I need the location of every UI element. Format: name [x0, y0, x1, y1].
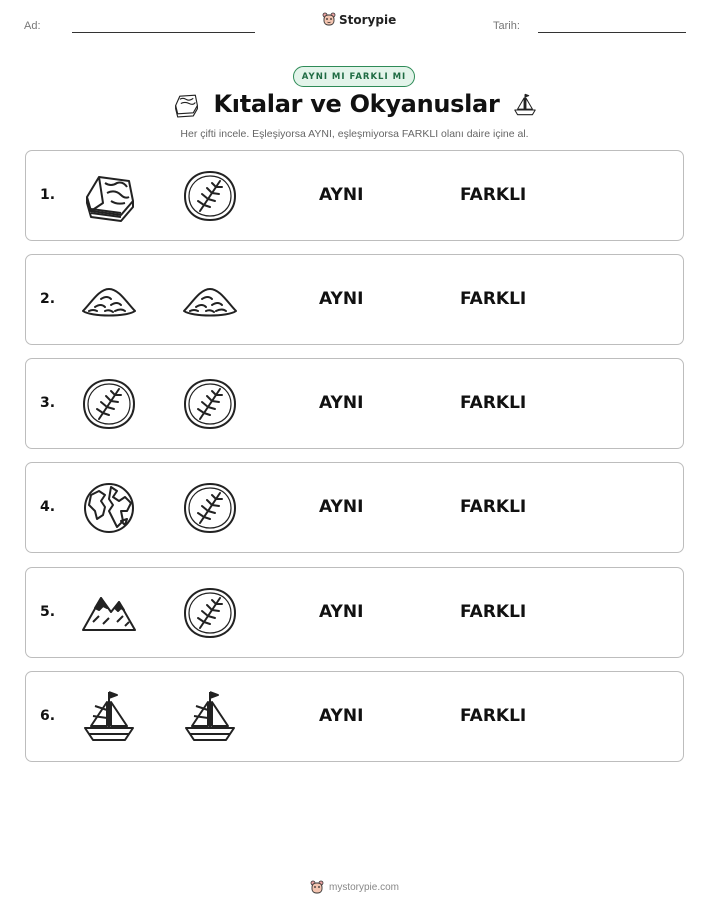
question-row — [25, 567, 684, 658]
question-number: 3. — [40, 395, 56, 411]
sand-pile-icon — [182, 273, 238, 327]
sailboat-icon — [512, 90, 538, 118]
date-label: Tarih: — [493, 20, 520, 32]
different-option[interactable]: FARKLI — [460, 393, 527, 413]
leaf-fossil-icon — [182, 586, 238, 640]
different-option[interactable]: FARKLI — [460, 289, 527, 309]
same-option[interactable]: AYNI — [319, 185, 364, 205]
question-number: 2. — [40, 291, 56, 307]
leaf-fossil-icon — [182, 169, 238, 223]
question-row — [25, 462, 684, 553]
mountain-icon — [81, 586, 137, 640]
question-row — [25, 254, 684, 345]
footer-url: mystorypie.com — [328, 882, 399, 893]
same-option[interactable]: AYNI — [319, 393, 364, 413]
right-picture — [182, 586, 238, 640]
name-line[interactable] — [72, 32, 255, 33]
right-picture — [182, 690, 238, 744]
question-number: 4. — [40, 499, 56, 515]
question-number: 6. — [40, 708, 56, 724]
different-option[interactable]: FARKLI — [460, 497, 527, 517]
title-row — [0, 90, 709, 118]
sailboat-icon — [81, 690, 137, 744]
different-option[interactable]: FARKLI — [460, 185, 527, 205]
name-label: Ad: — [24, 20, 41, 32]
map-icon — [81, 169, 137, 223]
footer — [0, 880, 709, 895]
right-picture — [182, 169, 238, 223]
storypie-logo-icon — [310, 880, 324, 895]
question-number: 1. — [40, 187, 56, 203]
activity-badge: AYNI MI FARKLI MI — [293, 66, 415, 87]
left-picture — [81, 586, 137, 640]
right-picture — [182, 377, 238, 431]
globe-icon — [81, 481, 137, 535]
same-option[interactable]: AYNI — [319, 289, 364, 309]
same-option[interactable]: AYNI — [319, 497, 364, 517]
instructions: Her çifti incele. Eşleşiyorsa AYNI, eşleşmiyorsa FARKLI olanı daire içine al. — [180, 128, 529, 140]
right-picture — [182, 481, 238, 535]
storypie-logo-icon — [322, 12, 336, 27]
different-option[interactable]: FARKLI — [460, 706, 527, 726]
left-picture — [81, 273, 137, 327]
question-row — [25, 671, 684, 762]
date-line[interactable] — [538, 32, 686, 33]
different-option[interactable]: FARKLI — [460, 602, 527, 622]
page-title: Kıtalar ve Okyanuslar — [213, 90, 500, 118]
left-picture — [81, 481, 137, 535]
question-row — [25, 358, 684, 449]
question-number: 5. — [40, 604, 56, 620]
right-picture — [182, 273, 238, 327]
leaf-fossil-icon — [81, 377, 137, 431]
question-row — [25, 150, 684, 241]
same-option[interactable]: AYNI — [319, 602, 364, 622]
leaf-fossil-icon — [182, 377, 238, 431]
left-picture — [81, 169, 137, 223]
brand-logo — [322, 12, 396, 27]
sand-pile-icon — [81, 273, 137, 327]
map-icon — [171, 90, 201, 118]
leaf-fossil-icon — [182, 481, 238, 535]
sailboat-icon — [182, 690, 238, 744]
same-option[interactable]: AYNI — [319, 706, 364, 726]
left-picture — [81, 377, 137, 431]
brand-name: Storypie — [339, 12, 397, 27]
left-picture — [81, 690, 137, 744]
